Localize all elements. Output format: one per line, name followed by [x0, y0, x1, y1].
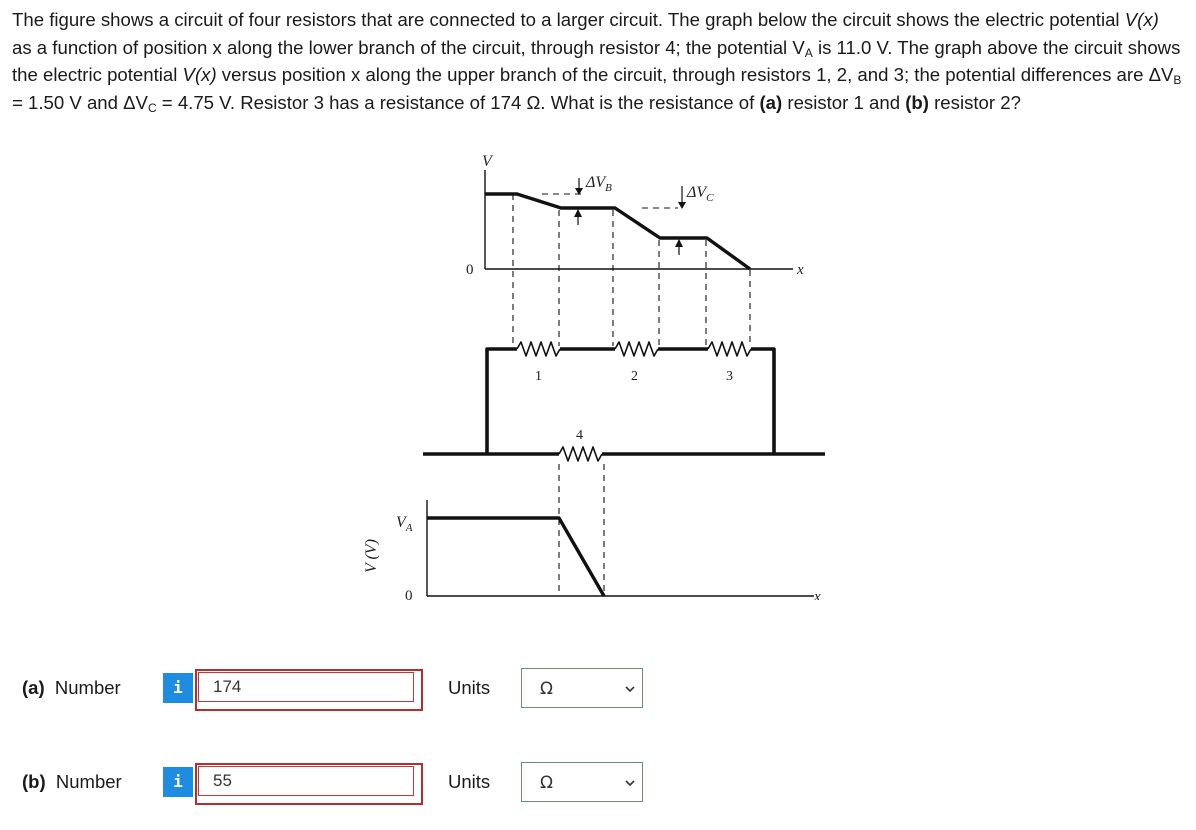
answer-b-label: (b) Number	[22, 771, 122, 792]
va-label: $V_A$	[396, 514, 413, 534]
units-label: Units	[448, 677, 491, 698]
info-icon[interactable]: i	[163, 673, 193, 703]
resistor-3	[708, 342, 751, 356]
lower-potential-graph	[427, 464, 814, 596]
delta-vb-label: $\Delta V_B$	[586, 174, 612, 194]
bottom-zero-label: 0	[405, 588, 413, 600]
resistor-1-label: 1	[535, 369, 542, 384]
resistor-4-label: 4	[576, 428, 583, 443]
question-text: The figure shows a circuit of four resistors that are connected to a larger circuit. The graph below the circuit shows the electric potential V(x) as a function of position x along the lower branch of the circuit, through resistor 4; the potential $V_A$ is 11.0 V. The graph above the circuit shows the electric potential V(x) versus position x along the upper branch of the circuit, through resistors 1, 2, and 3; the potential differences are $\Delta V_B = 1.50$ V and $\Delta V_C = 4.75$ V. Resistor 3 has a resistance of 174 Ω. What is the resistance of (a) resistor 1 and (b) resistor 2?	[12, 9, 1182, 115]
circuit-figure	[330, 150, 830, 605]
resistor-3-label: 3	[726, 369, 733, 384]
chevron-down-icon	[624, 683, 636, 695]
unit-select-value: Ω	[540, 679, 553, 699]
delta-vc-label: $\Delta V_C$	[687, 184, 714, 204]
top-zero-label: 0	[466, 262, 474, 278]
unit-select-b[interactable]	[521, 762, 643, 802]
resistor-1	[517, 342, 560, 356]
resistor-2	[615, 342, 658, 356]
info-icon[interactable]: i	[163, 767, 193, 797]
resistor-2-label: 2	[631, 369, 638, 384]
upper-potential-graph	[485, 170, 793, 346]
answer-b-input[interactable]	[198, 766, 414, 796]
answer-a-box	[195, 669, 423, 711]
unit-select-a[interactable]	[521, 668, 643, 708]
bottom-x-label: x	[814, 589, 821, 600]
v-axis-rotated-label: V (V)	[363, 539, 380, 573]
unit-select-value: Ω	[540, 773, 553, 793]
chevron-down-icon	[624, 777, 636, 789]
resistor-4	[559, 447, 602, 461]
answer-a-input[interactable]	[198, 672, 414, 702]
answer-b-box	[195, 763, 423, 805]
units-label: Units	[448, 771, 491, 792]
top-v-axis-label: V	[482, 153, 492, 170]
top-x-label: x	[797, 262, 804, 278]
answer-a-label: (a) Number	[22, 677, 121, 698]
circuit-diagram	[423, 342, 825, 461]
